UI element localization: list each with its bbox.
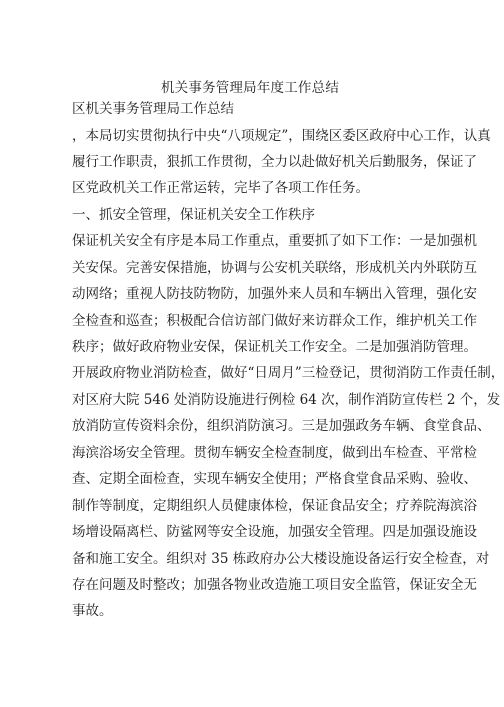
body-line: 制作等制度，定期组织人员健康体检，保证食品安全；疗养院海滨浴: [72, 498, 477, 514]
body-line: 秩序；做好政府物业安保，保证机关工作安全。二是加强消防管理。: [72, 339, 477, 355]
body-line: 动网络；重视人防技防物防，加强外来人员和车辆出入管理，强化安: [72, 286, 477, 302]
body-line: 放消防宣传资料余份，组织消防演习。三是加强政务车辆、食堂食品、: [72, 418, 491, 434]
body-line: 关安保。完善安保措施，协调与公安机关联络，形成机关内外联防互: [72, 260, 477, 276]
body-line: 事故。: [72, 603, 113, 619]
body-line: 海滨浴场安全管理。贯彻车辆安全检查制度，做到出车检查、平常检: [72, 445, 477, 461]
body-line: 存在问题及时整改；加强各物业改造施工项目安全监管，保证安全无: [72, 577, 477, 593]
body-line: 开展政府物业消防检查，做好“日周月”三检登记，贯彻消防工作责任制，: [72, 365, 504, 381]
section-heading: 一、抓安全管理，保证机关安全工作秩序: [72, 207, 315, 223]
body-line: 查、定期全面检查，实现车辆安全使用；严格食堂食品采购、验收、: [72, 471, 477, 487]
body-line: 对区府大院 546 处消防设施进行例检 64 次，制作消防宣传栏 2 个，发: [72, 392, 501, 408]
body-line: 区党政机关工作正常运转，完毕了各项工作任务。: [72, 180, 369, 196]
body-line: 区机关事务管理局工作总结: [72, 101, 234, 117]
body-line: 履行工作职责，狠抓工作贯彻，全力以赴做好机关后勤服务，保证了: [72, 154, 477, 170]
body-line: 场增设隔离栏、防鲨网等安全设施，加强安全管理。四是加强设施设: [72, 524, 477, 540]
body-line: ，本局切实贯彻执行中央“八项规定”，围绕区委区政府中心工作，认真: [72, 128, 491, 144]
document-title: 机关事务管理局年度工作总结: [160, 80, 340, 96]
body-line: 备和施工安全。组织对 35 栋政府办公大楼设施设备运行安全检查，对: [72, 551, 490, 567]
body-line: 保证机关安全有序是本局工作重点，重要抓了如下工作：一是加强机: [72, 233, 477, 249]
body-line: 全检查和巡查；积极配合信访部门做好来访群众工作，维护机关工作: [72, 313, 477, 329]
